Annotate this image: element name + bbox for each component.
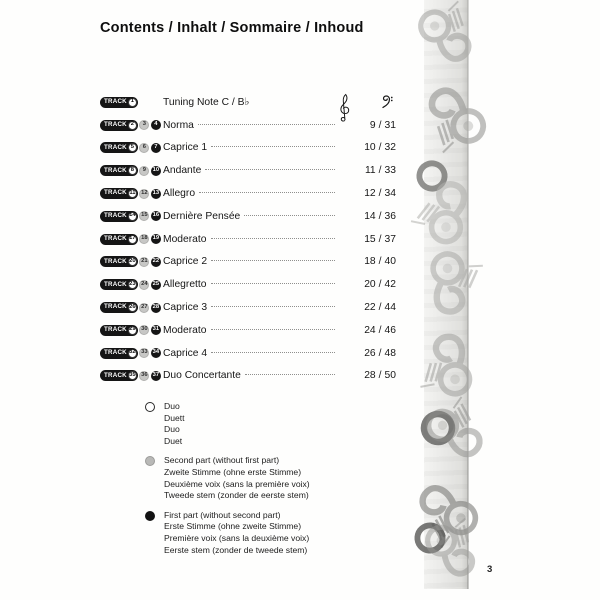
page-numbers bbox=[338, 302, 396, 313]
track-badge bbox=[100, 348, 163, 359]
legend-line: Duo bbox=[164, 424, 180, 435]
track-pill bbox=[100, 165, 138, 176]
bass-page: 37 bbox=[384, 233, 396, 245]
tuba-icon bbox=[410, 0, 484, 83]
duo-track-number: 23 bbox=[128, 280, 137, 289]
track-pill bbox=[100, 279, 138, 290]
second-track-number: 9 bbox=[139, 166, 149, 176]
legend-line: Tweede stem (zonder de eerste stem) bbox=[164, 490, 309, 501]
toc-row bbox=[100, 365, 396, 388]
first-track-number: 34 bbox=[151, 348, 161, 358]
duo-track-number: 35 bbox=[128, 371, 137, 380]
first-track-number: 7 bbox=[151, 143, 161, 153]
track-badge bbox=[100, 279, 163, 290]
track-title: Caprice 1 bbox=[163, 142, 208, 154]
tuba-icon bbox=[415, 65, 495, 159]
duo-track-number: 11 bbox=[128, 189, 137, 198]
page-separator: / bbox=[378, 279, 382, 291]
dotted-leader bbox=[211, 146, 335, 147]
track-badge bbox=[100, 370, 163, 381]
track-label: TRACK bbox=[104, 143, 127, 151]
page-number: 3 bbox=[487, 564, 493, 575]
legend-line: Second part (without first part) bbox=[164, 455, 280, 466]
page-numbers bbox=[338, 256, 396, 267]
toc-row bbox=[100, 273, 396, 296]
dotted-leader bbox=[211, 238, 335, 239]
toc-row bbox=[100, 159, 396, 182]
dotted-leader bbox=[211, 260, 335, 261]
page-separator: / bbox=[378, 142, 382, 154]
legend-line-group bbox=[164, 401, 185, 447]
track-badge bbox=[100, 325, 163, 336]
legend-line: Eerste stem (zonder de tweede stem) bbox=[164, 544, 308, 555]
track-label: TRACK bbox=[104, 371, 127, 379]
toc-row bbox=[100, 228, 396, 251]
bass-page: 36 bbox=[384, 210, 396, 222]
first-track-number: 37 bbox=[151, 371, 161, 381]
dotted-leader bbox=[211, 306, 335, 307]
track-title: Norma bbox=[163, 119, 194, 131]
duo-track-number: 29 bbox=[128, 326, 137, 335]
first-track-number: 16 bbox=[151, 211, 161, 221]
track-label: TRACK bbox=[104, 280, 127, 288]
tuba-icon bbox=[414, 316, 489, 406]
first-track-number: 10 bbox=[151, 166, 161, 176]
legend-line: Deuxième voix (sans la première voix) bbox=[164, 478, 310, 489]
track-label: TRACK bbox=[104, 257, 127, 265]
legend-line: Duett bbox=[164, 412, 185, 423]
track-label: TRACK bbox=[104, 189, 127, 197]
toc-row bbox=[100, 251, 396, 274]
track-pill bbox=[100, 256, 138, 267]
track-label: TRACK bbox=[104, 121, 127, 129]
bass-page: 44 bbox=[384, 302, 396, 314]
second-track-number: 12 bbox=[139, 189, 149, 199]
treble-page: 20 bbox=[364, 279, 376, 291]
track-label: TRACK bbox=[104, 98, 127, 106]
page-numbers bbox=[338, 348, 396, 359]
legend-item bbox=[145, 401, 310, 447]
track-pill bbox=[100, 97, 138, 108]
page-separator: / bbox=[378, 302, 382, 314]
page-numbers bbox=[338, 188, 396, 199]
track-pill bbox=[100, 302, 138, 313]
track-pill bbox=[100, 188, 138, 199]
bass-page: 31 bbox=[384, 119, 396, 131]
dotted-leader bbox=[211, 283, 335, 284]
page-numbers bbox=[338, 120, 396, 131]
bass-page: 46 bbox=[384, 324, 396, 336]
page-separator: / bbox=[378, 347, 382, 359]
bass-page: 50 bbox=[384, 370, 396, 382]
track-label: TRACK bbox=[104, 212, 127, 220]
track-pill bbox=[100, 142, 138, 153]
track-badge bbox=[100, 120, 163, 131]
treble-page: 9 bbox=[369, 119, 376, 131]
dotted-leader bbox=[244, 215, 335, 216]
treble-page: 24 bbox=[364, 324, 376, 336]
bass-page: 33 bbox=[384, 165, 396, 177]
bass-clef-icon bbox=[381, 95, 394, 109]
tuba-strip bbox=[424, 0, 468, 589]
gray-circle-icon bbox=[145, 456, 155, 466]
second-track-number: 24 bbox=[139, 280, 149, 290]
treble-page: 18 bbox=[364, 256, 376, 268]
duo-track-number: 32 bbox=[128, 349, 137, 358]
page-separator: / bbox=[378, 165, 382, 177]
page-numbers bbox=[338, 211, 396, 222]
toc-list bbox=[100, 91, 396, 387]
track-title: Allegretto bbox=[163, 279, 207, 291]
duo-track-number: 20 bbox=[128, 257, 137, 266]
bass-page: 34 bbox=[384, 188, 396, 200]
track-pill bbox=[100, 325, 138, 336]
dotted-leader bbox=[198, 124, 335, 125]
second-track-number: 33 bbox=[139, 348, 149, 358]
bass-page: 48 bbox=[384, 347, 396, 359]
track-title: Caprice 4 bbox=[163, 347, 208, 359]
toc-row bbox=[100, 296, 396, 319]
dotted-leader bbox=[211, 352, 335, 353]
legend-line-group bbox=[164, 455, 310, 501]
dotted-leader bbox=[205, 169, 335, 170]
treble-page: 28 bbox=[364, 370, 376, 382]
page-separator: / bbox=[378, 119, 382, 131]
track-title: Moderato bbox=[163, 233, 207, 245]
treble-page: 14 bbox=[364, 210, 376, 222]
track-pill bbox=[100, 348, 138, 359]
track-badge bbox=[100, 142, 163, 153]
dotted-leader bbox=[245, 374, 335, 375]
track-pill bbox=[100, 120, 138, 131]
legend-line: Zweite Stimme (ohne erste Stimme) bbox=[164, 466, 302, 477]
page-numbers bbox=[338, 234, 396, 245]
dotted-leader bbox=[199, 192, 335, 193]
page-title: Contents / Inhalt / Sommaire / Inhoud bbox=[100, 20, 364, 36]
black-circle-icon bbox=[145, 511, 155, 521]
track-title: Moderato bbox=[163, 324, 207, 336]
page-separator: / bbox=[378, 370, 382, 382]
second-track-number: 27 bbox=[139, 303, 149, 313]
bass-page: 42 bbox=[384, 279, 396, 291]
track-title: Dernière Pensée bbox=[163, 210, 241, 222]
first-track-number: 4 bbox=[151, 120, 161, 130]
second-track-number: 21 bbox=[139, 257, 149, 267]
legend-line: Duet bbox=[164, 435, 183, 446]
second-track-number: 6 bbox=[139, 143, 149, 153]
track-label: TRACK bbox=[104, 326, 127, 334]
track-badge bbox=[100, 188, 163, 199]
bass-page: 32 bbox=[384, 142, 396, 154]
open-circle-icon bbox=[145, 402, 155, 412]
track-title: Andante bbox=[163, 165, 202, 177]
duo-track-number: 17 bbox=[128, 235, 137, 244]
second-track-number: 18 bbox=[139, 234, 149, 244]
toc-row bbox=[100, 91, 396, 114]
treble-page: 22 bbox=[364, 302, 376, 314]
duo-track-number: 2 bbox=[128, 121, 137, 130]
track-label: TRACK bbox=[104, 166, 127, 174]
first-track-number: 13 bbox=[151, 189, 161, 199]
page-numbers bbox=[338, 142, 396, 153]
treble-page: 12 bbox=[364, 188, 376, 200]
dotted-leader bbox=[211, 329, 335, 330]
legend-line: Erste Stimme (ohne zweite Stimme) bbox=[164, 521, 302, 532]
bass-page: 40 bbox=[384, 256, 396, 268]
first-track-number: 25 bbox=[151, 280, 161, 290]
track-title: Caprice 3 bbox=[163, 302, 208, 314]
page-separator: / bbox=[378, 210, 382, 222]
treble-page: 11 bbox=[364, 165, 376, 177]
track-badge bbox=[100, 165, 163, 176]
track-badge bbox=[100, 211, 163, 222]
duo-track-number: 1 bbox=[128, 98, 137, 107]
page-separator: / bbox=[378, 188, 382, 200]
page-separator: / bbox=[378, 256, 382, 268]
page-separator: / bbox=[378, 324, 382, 336]
track-badge bbox=[100, 234, 163, 245]
track-pill bbox=[100, 234, 138, 245]
page-numbers bbox=[338, 165, 396, 176]
first-track-number: 31 bbox=[151, 325, 161, 335]
track-label: TRACK bbox=[104, 349, 127, 357]
second-track-number: 30 bbox=[139, 325, 149, 335]
track-badge bbox=[100, 256, 163, 267]
legend bbox=[145, 401, 310, 564]
track-title: Tuning Note C / B♭ bbox=[163, 97, 250, 109]
legend-line: Première voix (sans la deuxième voix) bbox=[164, 532, 310, 543]
legend-line: Duo bbox=[164, 401, 180, 411]
second-track-number: 36 bbox=[139, 371, 149, 381]
legend-item bbox=[145, 510, 310, 556]
page-numbers bbox=[338, 325, 396, 336]
first-track-number: 19 bbox=[151, 234, 161, 244]
second-track-number: 3 bbox=[139, 120, 149, 130]
track-badge bbox=[100, 302, 163, 313]
treble-page: 15 bbox=[364, 233, 376, 245]
second-track-number: 15 bbox=[139, 211, 149, 221]
track-title: Allegro bbox=[163, 188, 196, 200]
toc-row bbox=[100, 114, 396, 137]
track-label: TRACK bbox=[104, 303, 127, 311]
clef-header bbox=[338, 93, 396, 114]
duo-track-number: 14 bbox=[128, 212, 137, 221]
duo-track-number: 8 bbox=[128, 166, 137, 175]
page-numbers bbox=[338, 279, 396, 290]
legend-item bbox=[145, 455, 310, 501]
treble-page: 10 bbox=[364, 142, 376, 154]
legend-line: First part (without second part) bbox=[164, 509, 281, 520]
first-track-number: 22 bbox=[151, 257, 161, 267]
toc-row bbox=[100, 205, 396, 228]
duo-track-number: 26 bbox=[128, 303, 137, 312]
track-pill bbox=[100, 211, 138, 222]
toc-row bbox=[100, 319, 396, 342]
toc-row bbox=[100, 342, 396, 365]
toc-row bbox=[100, 137, 396, 160]
track-title: Caprice 2 bbox=[163, 256, 208, 268]
track-pill bbox=[100, 370, 138, 381]
legend-line-group bbox=[164, 510, 309, 556]
page-separator: / bbox=[378, 233, 382, 245]
track-badge bbox=[100, 97, 163, 108]
track-label: TRACK bbox=[104, 235, 127, 243]
duo-track-number: 5 bbox=[128, 143, 137, 152]
first-track-number: 28 bbox=[151, 303, 161, 313]
toc-row bbox=[100, 182, 396, 205]
page-numbers bbox=[338, 370, 396, 381]
treble-page: 26 bbox=[364, 347, 376, 359]
track-title: Duo Concertante bbox=[163, 370, 241, 382]
